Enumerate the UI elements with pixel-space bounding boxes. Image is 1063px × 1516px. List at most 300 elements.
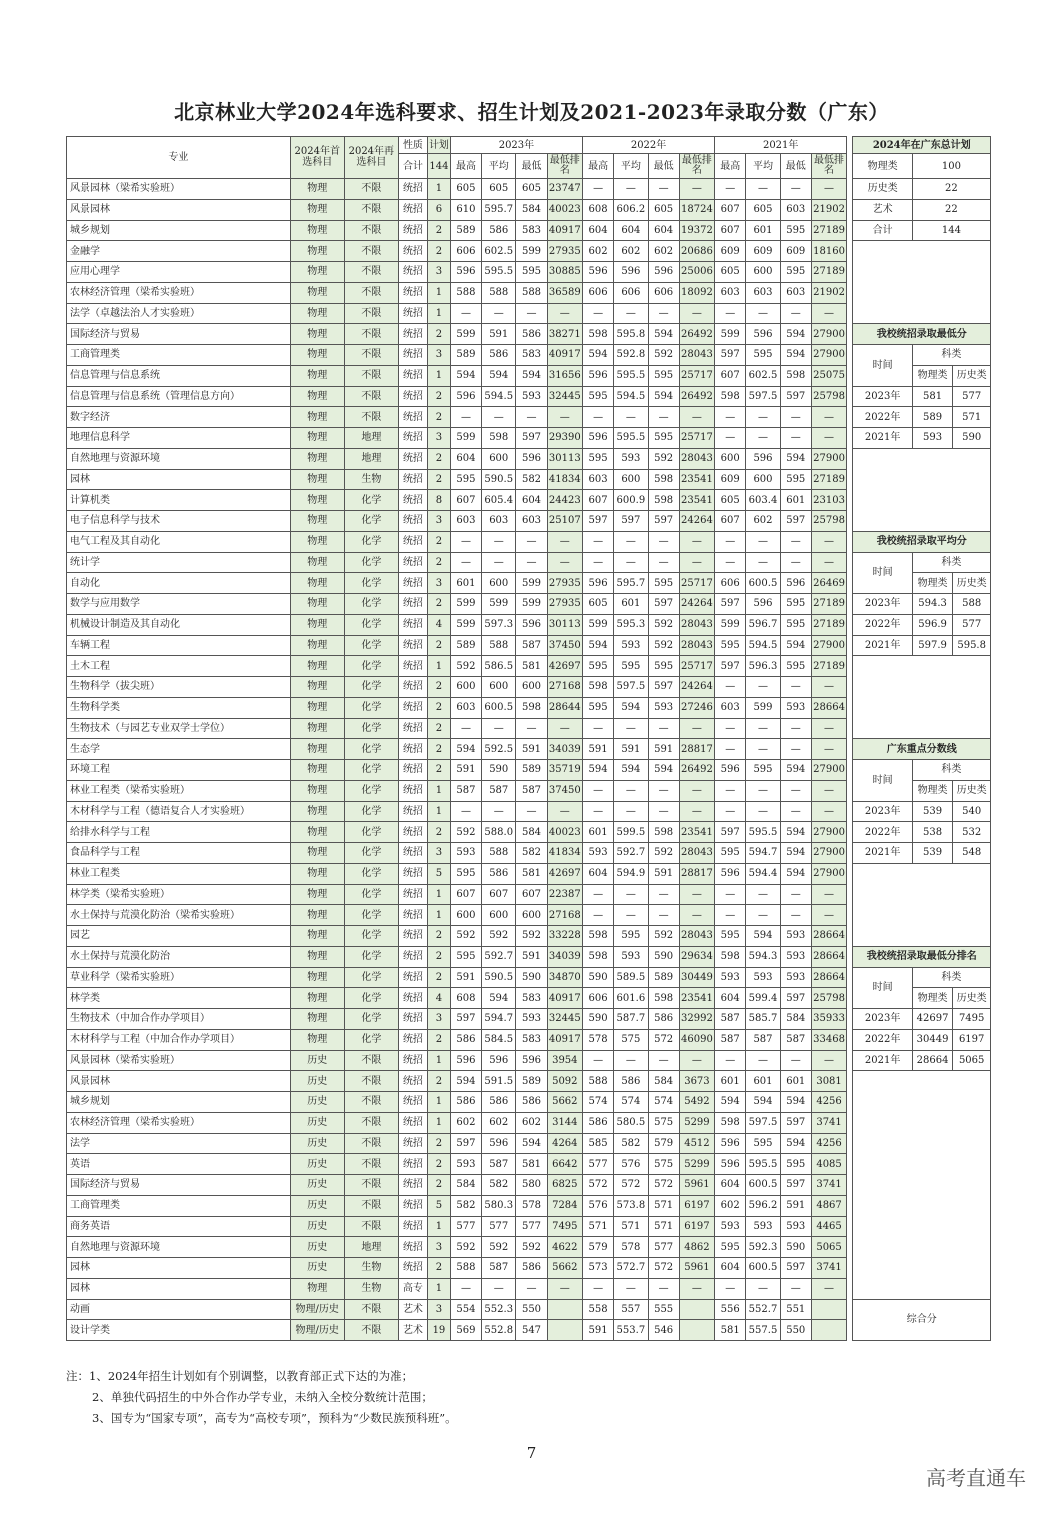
table-cell: 594: [780, 822, 811, 843]
table-cell: 物理: [290, 1029, 344, 1050]
table-cell: 化学: [344, 531, 398, 552]
table-cell: 595.7: [614, 573, 648, 594]
table-cell: —: [715, 718, 746, 739]
table-cell: 5: [428, 1195, 451, 1216]
side-blank: [853, 656, 991, 739]
table-cell: 595: [583, 386, 614, 407]
table-cell: 3: [428, 843, 451, 864]
table-cell: 604: [715, 988, 746, 1009]
table-cell: 596: [583, 365, 614, 386]
side-min_rank-cell: 30449: [912, 1029, 953, 1050]
table-cell: 591: [516, 739, 547, 760]
table-cell: 595: [780, 262, 811, 283]
table-cell: 40917: [547, 345, 582, 366]
table-cell: 3954: [547, 1050, 582, 1071]
table-cell: 物理: [290, 241, 344, 262]
table-cell: 600: [516, 905, 547, 926]
major-name: 林学类（梁希实验班）: [67, 884, 291, 905]
table-cell: 600: [746, 262, 780, 283]
table-cell: 585.7: [746, 1009, 780, 1030]
table-cell: —: [450, 718, 481, 739]
table-cell: 27900: [811, 863, 846, 884]
table-cell: 1: [428, 1278, 451, 1299]
table-cell: 物理: [290, 967, 344, 988]
table-cell: 591: [450, 760, 481, 781]
table-cell: —: [811, 1050, 846, 1071]
table-cell: 593: [746, 967, 780, 988]
subheader-2-1: 平均: [746, 154, 780, 179]
table-cell: 物理: [290, 697, 344, 718]
table-cell: 21902: [811, 282, 846, 303]
table-cell: 591.5: [482, 1071, 516, 1092]
table-cell: 595: [614, 926, 648, 947]
table-cell: —: [614, 905, 648, 926]
table-cell: 598: [516, 697, 547, 718]
side-min_score-cell: 581: [912, 386, 953, 407]
side-key_line-phys: 物理类: [912, 780, 953, 801]
table-cell: 607: [715, 199, 746, 220]
table-cell: 统招: [398, 1071, 427, 1092]
table-cell: 27900: [811, 843, 846, 864]
table-cell: 不限: [344, 179, 398, 200]
table-cell: 物理: [290, 324, 344, 345]
table-cell: 595: [715, 926, 746, 947]
side-total-plan-value: 22: [912, 179, 990, 200]
table-cell: 24423: [547, 490, 582, 511]
table-cell: 物理: [290, 262, 344, 283]
table-cell: 27189: [811, 220, 846, 241]
side-min_score-subject: 科类: [912, 345, 990, 366]
table-cell: 化学: [344, 573, 398, 594]
table-cell: 607: [583, 490, 614, 511]
table-cell: 化学: [344, 614, 398, 635]
table-cell: 586: [482, 220, 516, 241]
major-name: 信息管理与信息系统: [67, 365, 291, 386]
table-cell: 606: [648, 282, 679, 303]
table-cell: 584: [450, 1175, 481, 1196]
table-cell: 594.7: [746, 843, 780, 864]
side-min_score-cell: 593: [912, 428, 953, 449]
table-cell: 30885: [547, 262, 582, 283]
table-cell: —: [811, 801, 846, 822]
header-year-2021: 2021年: [715, 137, 847, 154]
table-cell: 物理: [290, 469, 344, 490]
table-cell: 572: [648, 1175, 679, 1196]
table-cell: 602: [614, 241, 648, 262]
table-cell: —: [715, 677, 746, 698]
table-cell: 37450: [547, 780, 582, 801]
table-cell: 556: [715, 1299, 746, 1320]
table-cell: 552.7: [746, 1299, 780, 1320]
table-cell: 592.8: [614, 345, 648, 366]
table-cell: —: [679, 884, 714, 905]
side-avg_score-hist: 历史类: [953, 573, 991, 594]
side-key_line-hist: 历史类: [953, 780, 991, 801]
table-cell: 600: [450, 905, 481, 926]
table-cell: 27189: [811, 469, 846, 490]
table-cell: 594: [516, 365, 547, 386]
table-cell: 31656: [547, 365, 582, 386]
side-key_line-cell: 539: [912, 843, 953, 864]
table-cell: 595.5: [746, 1154, 780, 1175]
table-cell: 化学: [344, 739, 398, 760]
table-cell: 35933: [811, 1009, 846, 1030]
table-cell: 587: [482, 780, 516, 801]
table-cell: 不限: [344, 262, 398, 283]
table-cell: 1: [428, 905, 451, 926]
table-cell: 化学: [344, 780, 398, 801]
table-cell: 28043: [679, 635, 714, 656]
table-cell: 物理: [290, 760, 344, 781]
table-cell: 557.5: [746, 1320, 780, 1341]
table-cell: 统招: [398, 1216, 427, 1237]
table-cell: 统招: [398, 220, 427, 241]
table-cell: 593: [614, 448, 648, 469]
table-cell: 19: [428, 1320, 451, 1341]
table-cell: —: [780, 179, 811, 200]
table-cell: 27189: [811, 262, 846, 283]
table-cell: —: [780, 428, 811, 449]
table-cell: 604: [583, 863, 614, 884]
table-cell: —: [482, 407, 516, 428]
table-cell: 604: [715, 1175, 746, 1196]
table-cell: 物理: [290, 179, 344, 200]
table-cell: 603: [516, 511, 547, 532]
table-cell: 23541: [679, 469, 714, 490]
table-cell: 590.5: [482, 469, 516, 490]
table-cell: 577: [583, 1154, 614, 1175]
table-cell: 4: [428, 988, 451, 1009]
table-cell: 598: [583, 677, 614, 698]
side-total-plan-value: 100: [912, 154, 990, 179]
table-cell: —: [746, 1050, 780, 1071]
table-cell: —: [746, 905, 780, 926]
major-name: 风景园林: [67, 1071, 291, 1092]
table-cell: 584: [516, 822, 547, 843]
table-cell: 593: [450, 1154, 481, 1175]
table-cell: 571: [648, 1216, 679, 1237]
table-cell: 27900: [811, 324, 846, 345]
table-cell: 584: [516, 199, 547, 220]
table-cell: 597: [715, 345, 746, 366]
table-cell: 597: [715, 656, 746, 677]
table-cell: 600: [516, 677, 547, 698]
table-cell: 596: [516, 614, 547, 635]
table-cell: 586: [482, 863, 516, 884]
table-cell: 28043: [679, 448, 714, 469]
table-cell: —: [746, 428, 780, 449]
table-cell: —: [780, 677, 811, 698]
major-name: 数字经济: [67, 407, 291, 428]
table-cell: 5065: [811, 1237, 846, 1258]
major-name: 工商管理类: [67, 345, 291, 366]
table-cell: 统招: [398, 1258, 427, 1279]
table-cell: 艺术: [398, 1299, 427, 1320]
side-avg_score-cell: 2021年: [853, 635, 912, 656]
table-cell: 598: [583, 324, 614, 345]
table-cell: 580.5: [614, 1112, 648, 1133]
table-cell: —: [482, 718, 516, 739]
table-cell: 物理: [290, 594, 344, 615]
side-key_line-cell: 2021年: [853, 843, 912, 864]
table-cell: 27189: [811, 614, 846, 635]
table-cell: 2: [428, 635, 451, 656]
table-cell: 602: [715, 1195, 746, 1216]
table-cell: [679, 1320, 714, 1341]
table-cell: 592: [516, 1237, 547, 1258]
side-min_score-cell: 590: [953, 428, 991, 449]
table-cell: 2: [428, 1175, 451, 1196]
table-cell: 不限: [344, 1195, 398, 1216]
table-cell: [547, 1299, 582, 1320]
table-cell: 25075: [811, 365, 846, 386]
table-cell: 602: [482, 1112, 516, 1133]
table-cell: 26469: [811, 573, 846, 594]
table-cell: 34039: [547, 739, 582, 760]
table-cell: 化学: [344, 656, 398, 677]
table-cell: —: [648, 407, 679, 428]
side-key_line-cell: 538: [912, 822, 953, 843]
table-cell: 4512: [679, 1133, 714, 1154]
table-cell: 物理: [290, 884, 344, 905]
table-cell: 575: [614, 1029, 648, 1050]
table-cell: —: [583, 531, 614, 552]
major-name: 风景园林: [67, 199, 291, 220]
table-cell: 594: [482, 988, 516, 1009]
table-cell: —: [746, 552, 780, 573]
table-cell: —: [547, 552, 582, 573]
table-cell: 594: [780, 863, 811, 884]
table-cell: 595: [780, 614, 811, 635]
table-cell: 588: [482, 843, 516, 864]
side-total-plan-value: 22: [912, 199, 990, 220]
table-cell: 33228: [547, 926, 582, 947]
table-cell: 4256: [811, 1133, 846, 1154]
table-cell: 3: [428, 1237, 451, 1258]
table-cell: 化学: [344, 760, 398, 781]
table-cell: 597: [648, 677, 679, 698]
table-cell: 统招: [398, 345, 427, 366]
major-name: 林业工程类: [67, 863, 291, 884]
table-cell: 5092: [547, 1071, 582, 1092]
table-cell: 23541: [679, 988, 714, 1009]
table-cell: 603: [780, 199, 811, 220]
table-cell: 593: [780, 697, 811, 718]
table-cell: 582: [516, 843, 547, 864]
side-avg_score-time: 时间: [853, 552, 912, 594]
table-cell: 42697: [547, 863, 582, 884]
major-name: 环境工程: [67, 760, 291, 781]
table-cell: 592: [450, 1237, 481, 1258]
table-cell: —: [746, 801, 780, 822]
table-cell: 594: [614, 760, 648, 781]
table-cell: 25798: [811, 511, 846, 532]
table-cell: 608: [583, 199, 614, 220]
table-cell: 24264: [679, 594, 714, 615]
table-cell: 602: [746, 511, 780, 532]
major-name: 电气工程及其自动化: [67, 531, 291, 552]
page-title: 北京林业大学2024年选科要求、招生计划及2021-2023年录取分数（广东）: [174, 100, 889, 124]
table-cell: 统招: [398, 1009, 427, 1030]
table-cell: 587: [482, 1258, 516, 1279]
table-cell: 599.5: [614, 822, 648, 843]
table-cell: 596.3: [746, 656, 780, 677]
side-min_rank-cell: 2023年: [853, 1009, 912, 1030]
table-cell: 595.8: [614, 324, 648, 345]
table-cell: 化学: [344, 697, 398, 718]
table-cell: 6825: [547, 1175, 582, 1196]
table-cell: 2: [428, 448, 451, 469]
table-cell: 28817: [679, 739, 714, 760]
table-cell: 3: [428, 573, 451, 594]
table-cell: 5662: [547, 1258, 582, 1279]
table-cell: 594: [780, 843, 811, 864]
side-avg_score-subject: 科类: [912, 552, 990, 573]
table-cell: —: [614, 884, 648, 905]
table-cell: 27168: [547, 905, 582, 926]
major-name: 设计学类: [67, 1320, 291, 1341]
table-cell: 596: [746, 448, 780, 469]
table-cell: 606: [614, 282, 648, 303]
table-cell: 587: [516, 635, 547, 656]
table-cell: 统招: [398, 594, 427, 615]
table-cell: 2: [428, 220, 451, 241]
table-cell: —: [811, 677, 846, 698]
table-cell: —: [516, 1278, 547, 1299]
table-cell: 574: [614, 1092, 648, 1113]
table-cell: —: [648, 1050, 679, 1071]
major-name: 水土保持与荒漠化防治（梁希实验班）: [67, 905, 291, 926]
table-cell: 598: [715, 1112, 746, 1133]
table-cell: 统招: [398, 511, 427, 532]
table-cell: 590: [780, 1237, 811, 1258]
table-cell: 统招: [398, 262, 427, 283]
table-cell: 550: [516, 1299, 547, 1320]
table-cell: 3673: [679, 1071, 714, 1092]
table-cell: 统招: [398, 1092, 427, 1113]
table-cell: 596: [516, 1050, 547, 1071]
table-cell: 18160: [811, 241, 846, 262]
table-cell: —: [583, 303, 614, 324]
table-cell: 历史: [290, 1195, 344, 1216]
table-cell: 596: [746, 594, 780, 615]
table-cell: —: [583, 407, 614, 428]
table-cell: 596.2: [746, 1195, 780, 1216]
table-cell: 历史: [290, 1133, 344, 1154]
table-cell: 2: [428, 677, 451, 698]
table-cell: 595: [583, 656, 614, 677]
table-cell: 597: [450, 1009, 481, 1030]
table-cell: —: [780, 531, 811, 552]
table-cell: 25717: [679, 573, 714, 594]
table-cell: 物理: [290, 677, 344, 698]
table-cell: 598: [648, 469, 679, 490]
table-cell: 32445: [547, 1009, 582, 1030]
table-cell: 生物: [344, 469, 398, 490]
table-cell: 607: [516, 884, 547, 905]
table-cell: 587: [780, 1029, 811, 1050]
table-cell: 595: [648, 428, 679, 449]
table-cell: 8: [428, 490, 451, 511]
table-cell: 597: [780, 1175, 811, 1196]
table-cell: 603: [482, 511, 516, 532]
table-cell: 统招: [398, 1195, 427, 1216]
table-cell: 589: [450, 635, 481, 656]
table-cell: —: [516, 531, 547, 552]
side-min_rank-cell: 2022年: [853, 1029, 912, 1050]
table-cell: —: [482, 531, 516, 552]
table-cell: 607: [450, 490, 481, 511]
table-cell: 571: [614, 1216, 648, 1237]
table-cell: 不限: [344, 1154, 398, 1175]
table-cell: 572: [648, 1029, 679, 1050]
table-cell: 6197: [679, 1216, 714, 1237]
table-cell: 27935: [547, 573, 582, 594]
table-cell: —: [746, 303, 780, 324]
major-name: 生物科学（拔尖班）: [67, 677, 291, 698]
table-cell: —: [679, 303, 714, 324]
table-cell: 595: [614, 656, 648, 677]
table-cell: 不限: [344, 1112, 398, 1133]
table-cell: 20686: [679, 241, 714, 262]
table-cell: 生物: [344, 1258, 398, 1279]
table-cell: —: [648, 1278, 679, 1299]
table-cell: 599.4: [746, 988, 780, 1009]
table-cell: 596: [516, 448, 547, 469]
major-name: 英语: [67, 1154, 291, 1175]
table-cell: 590: [583, 967, 614, 988]
table-cell: 3741: [811, 1112, 846, 1133]
major-name: 林学类: [67, 988, 291, 1009]
table-cell: 统招: [398, 760, 427, 781]
table-cell: 历史: [290, 1258, 344, 1279]
table-cell: 5662: [547, 1092, 582, 1113]
table-cell: 552.8: [482, 1320, 516, 1341]
table-cell: —: [547, 718, 582, 739]
table-cell: 统招: [398, 531, 427, 552]
table-cell: —: [516, 407, 547, 428]
table-cell: —: [648, 303, 679, 324]
table-cell: 581: [715, 1320, 746, 1341]
table-cell: 统招: [398, 1112, 427, 1133]
table-cell: 18724: [679, 199, 714, 220]
table-cell: 27189: [811, 594, 846, 615]
table-cell: 601: [614, 594, 648, 615]
table-cell: 583: [516, 345, 547, 366]
watermark: 高考直通车: [926, 1466, 1026, 1490]
table-cell: —: [679, 179, 714, 200]
table-cell: 36589: [547, 282, 582, 303]
table-cell: 598: [715, 946, 746, 967]
table-cell: 598: [482, 428, 516, 449]
table-cell: 物理: [290, 780, 344, 801]
table-cell: 25717: [679, 365, 714, 386]
table-cell: 605: [648, 199, 679, 220]
major-name: 统计学: [67, 552, 291, 573]
table-cell: 596: [450, 262, 481, 283]
major-name: 木材科学与工程（德语复合人才实验班）: [67, 801, 291, 822]
table-cell: 598: [583, 946, 614, 967]
table-cell: 19372: [679, 220, 714, 241]
side-blank: [853, 448, 991, 531]
table-cell: 2: [428, 552, 451, 573]
table-cell: 物理: [290, 926, 344, 947]
table-cell: 607: [450, 884, 481, 905]
table-cell: 4264: [547, 1133, 582, 1154]
table-cell: —: [746, 739, 780, 760]
table-cell: 2: [428, 531, 451, 552]
table-cell: 历史: [290, 1237, 344, 1258]
